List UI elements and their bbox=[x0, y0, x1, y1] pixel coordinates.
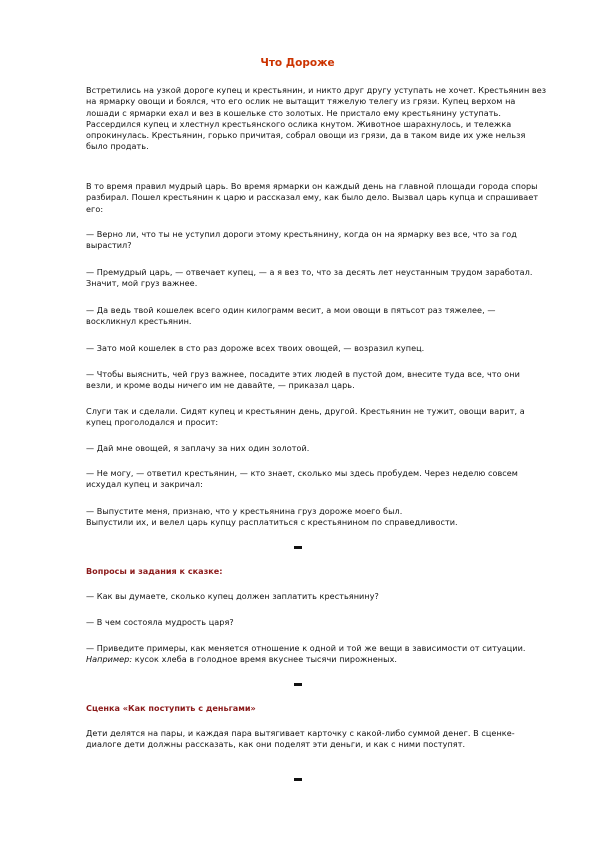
story-paragraph-8: Слуги так и сделали. Сидят купец и крестьянин день, другой. Крестьянин не тужит, овощи варит, а купец проголодался и просит: bbox=[86, 406, 525, 428]
question-3-rest: кусок хлеба в голодное время вкуснее тысячи пирожненых. bbox=[132, 654, 398, 665]
document-title: Что Дороже bbox=[260, 57, 335, 69]
question-2: — В чем состояла мудрость царя? bbox=[86, 617, 234, 627]
scene-text: Дети делятся на пары, и каждая пара вытягивает карточку с какой-либо суммой денег. В сценке-диалоге дети должны рассказать, как они поделят эти деньги, и как с ними поступят. bbox=[86, 728, 515, 750]
story-paragraph-11-line-1: — Выпустите меня, признаю, что у крестьянина груз дороже моего был. bbox=[86, 506, 403, 516]
questions-heading: Вопросы и задания к сказке: bbox=[86, 566, 223, 576]
section-separator bbox=[294, 546, 302, 549]
story-paragraph-4: — Премудрый царь, — отвечает купец, — а я вез то, что за десять лет неустанным трудом заработал. Значит, мой груз важнее. bbox=[86, 267, 533, 289]
section-separator bbox=[294, 778, 302, 781]
story-paragraph-1: Встретились на узкой дороге купец и крестьянин, и никто друг другу уступать не хочет. Крестьянин вез на ярмарку овощи и боялся, что его ослик не вытащит тяжелую телегу из грязи. Купец верхом на лошади с ярмарки ехал и вез в кошельке сто золотых. Не пристало ему крестьянину уступать. Рассердился купец и хлестнул крестьянского ослика кнутом. Животное шарахнулось, и тележка опрокинулась. Крестьянин, горько причитая, собрал овощи из грязи, да в таком виде их уже нельзя было продать. bbox=[86, 85, 547, 152]
story-paragraph-3: — Верно ли, что ты не уступил дороги этому крестьянину, когда он на ярмарку вез все, что за год вырастил? bbox=[86, 229, 517, 251]
scene-heading: Сценка «Как поступить с деньгами» bbox=[86, 703, 256, 713]
section-separator bbox=[294, 683, 302, 686]
question-3-text: — Приведите примеры, как меняется отношение к одной и той же вещи в зависимости от ситуации. bbox=[86, 643, 526, 653]
story-paragraph-6: — Зато мой кошелек в сто раз дороже всех твоих овощей, — возразил купец. bbox=[86, 343, 425, 353]
story-paragraph-11-line-2: Выпустили их, и велел царь купцу расплатиться с крестьянином по справедливости. bbox=[86, 517, 458, 528]
story-paragraph-9: — Дай мне овощей, я заплачу за них один золотой. bbox=[86, 443, 310, 453]
example-label: Например: bbox=[86, 654, 133, 665]
story-paragraph-7: — Чтобы выяснить, чей груз важнее, посадите этих людей в пустой дом, внесите туда все, что они везли, и кроме воды ничего им не давайте, — приказал царь. bbox=[86, 369, 520, 391]
story-paragraph-2: В то время правил мудрый царь. Во время ярмарки он каждый день на главной площади города споры разбирал. Пошел крестьянин к царю и рассказал ему, как было дело. Вызвал царь купца и спрашивает его: bbox=[86, 181, 539, 214]
story-paragraph-10: — Не могу, — ответил крестьянин, — кто знает, сколько мы здесь пробудем. Через неделю совсем исхудал купец и закричал: bbox=[86, 468, 518, 490]
question-1: — Как вы думаете, сколько купец должен заплатить крестьянину? bbox=[86, 591, 379, 601]
question-3 bbox=[86, 643, 548, 666]
story-paragraph-11 bbox=[86, 506, 548, 529]
story-paragraph-5: — Да ведь твой кошелек всего один килограмм весит, а мои овощи в пятьсот раз тяжелее, — воскликнул крестьянин. bbox=[86, 305, 496, 327]
